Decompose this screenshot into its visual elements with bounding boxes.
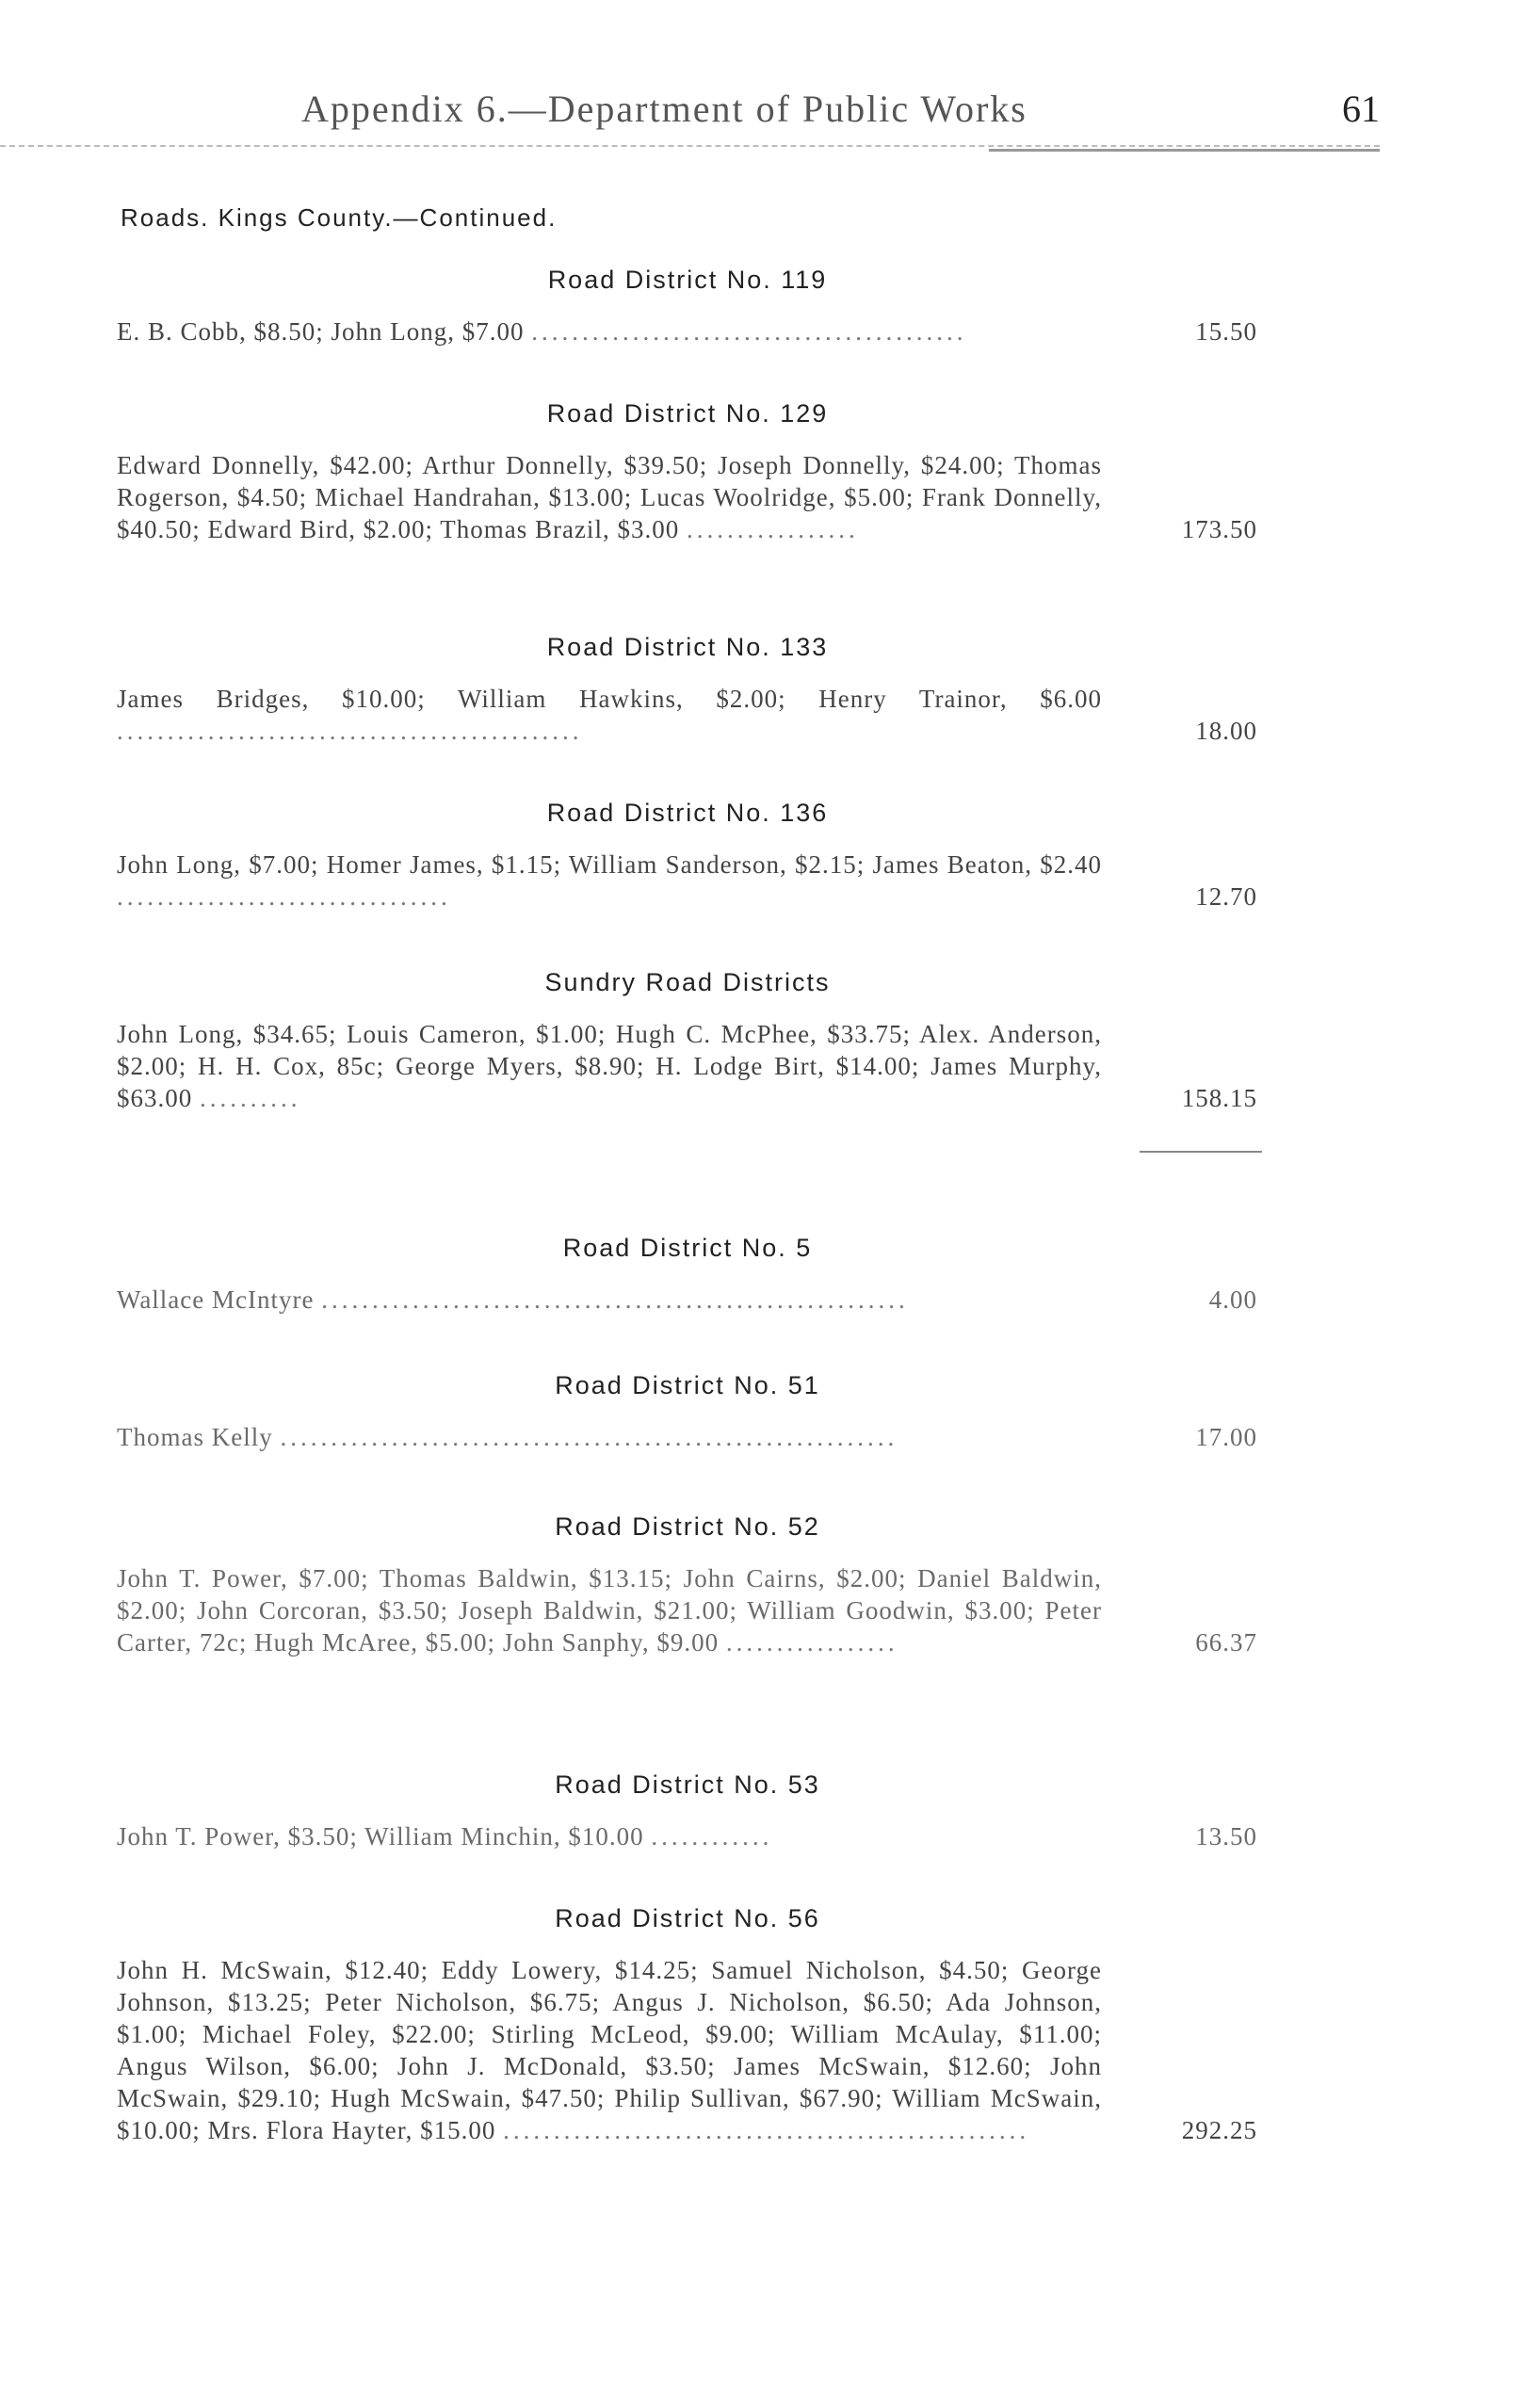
road-district-5 bbox=[0, 1234, 1521, 1316]
section-heading: Road District No. 51 bbox=[555, 1371, 820, 1399]
entry-names: James Bridges, $10.00; William Hawkins, $2.00; Henry Trainor, $6.00 bbox=[117, 685, 1102, 713]
entry bbox=[0, 848, 1521, 913]
dot-leader: .............................................. bbox=[117, 717, 583, 745]
road-district-133 bbox=[0, 633, 1521, 747]
section-subtitle: Roads. Kings County.—Continued. bbox=[121, 203, 558, 232]
entry-names: Edward Donnelly, $42.00; Arthur Donnelly, $39.50; Joseph Donnelly, $24.00; Thomas Rogerson, $4.50; Michael Handrahan, $13.00; Lucas Woolridge, $5.00; Frank Donnelly, $40.50; Edward Bird, $2.00; Thomas Brazil, $3.00 bbox=[117, 451, 1102, 543]
section-heading: Sundry Road Districts bbox=[544, 968, 831, 996]
entry-names: John T. Power, $7.00; Thomas Baldwin, $13.15; John Cairns, $2.00; Daniel Baldwin, $2.00; John Corcoran, $3.50; Joseph Baldwin, $21.00; William Goodwin, $3.00; Peter Carter, 72c; Hugh McAree, $5.00; John Sanphy, $9.00 bbox=[117, 1564, 1102, 1657]
entry-amount: 12.70 bbox=[1195, 882, 1257, 911]
road-district-129 bbox=[0, 399, 1521, 545]
entry-amount: 292.25 bbox=[1181, 2116, 1257, 2144]
entry bbox=[0, 1562, 1521, 1658]
entry-amount: 17.00 bbox=[1195, 1423, 1257, 1451]
page-header bbox=[0, 87, 1521, 143]
entry bbox=[0, 449, 1521, 545]
section-heading: Road District No. 56 bbox=[555, 1904, 820, 1932]
dot-leader: .................................................... bbox=[503, 2116, 1030, 2144]
entry-names: John H. McSwain, $12.40; Eddy Lowery, $14.25; Samuel Nicholson, $4.50; George Johnson, $13.25; Peter Nicholson, $6.75; Angus J. Nicholson, $6.50; Ada Johnson, $1.00; Michael Foley, $22.00; Stirling McLeod, $9.00; William McAulay, $11.00; Angus Wilson, $6.00; John J. McDonald, $3.50; James McSwain, $12.60; John McSwain, $29.10; Hugh McSwain, $47.50; Philip Sullivan, $67.90; William McSwain, $10.00; Mrs. Flora Hayter, $15.00 bbox=[117, 1956, 1102, 2144]
section-heading: Road District No. 5 bbox=[562, 1234, 813, 1262]
dot-leader: ............................................................. bbox=[280, 1423, 898, 1451]
road-district-119 bbox=[0, 266, 1521, 347]
entry-text bbox=[117, 1954, 1102, 2146]
entry-text bbox=[117, 1018, 1102, 1114]
road-district-52 bbox=[0, 1512, 1521, 1658]
entry bbox=[0, 1284, 1521, 1316]
dot-leader: ................. bbox=[725, 1628, 898, 1657]
road-district-136 bbox=[0, 799, 1521, 913]
section-heading: Road District No. 52 bbox=[555, 1512, 820, 1541]
entry-text bbox=[117, 315, 1102, 347]
entry-amount: 173.50 bbox=[1181, 515, 1257, 543]
entry-text bbox=[117, 683, 1102, 747]
entry-names: Thomas Kelly bbox=[117, 1423, 273, 1451]
dot-leader: .......................................................... bbox=[321, 1285, 909, 1314]
section-heading: Road District No. 133 bbox=[546, 633, 829, 661]
section-heading: Road District No. 136 bbox=[546, 799, 829, 827]
section-heading: Road District No. 53 bbox=[555, 1770, 820, 1799]
entry bbox=[0, 315, 1521, 347]
entry-names: John Long, $7.00; Homer James, $1.15; William Sanderson, $2.15; James Beaton, $2.40 bbox=[117, 850, 1102, 879]
entry-amount: 66.37 bbox=[1195, 1628, 1257, 1657]
entry bbox=[0, 1954, 1521, 2146]
dot-leader: ................................. bbox=[117, 882, 451, 911]
subtotal-rule bbox=[1140, 1151, 1262, 1153]
entry bbox=[0, 683, 1521, 747]
entry-text bbox=[117, 449, 1102, 545]
entry-text bbox=[117, 848, 1102, 913]
dot-leader: ........................................... bbox=[531, 317, 967, 346]
page-number: 61 bbox=[1342, 88, 1380, 130]
section-heading: Road District No. 129 bbox=[546, 399, 829, 428]
road-district-51 bbox=[0, 1371, 1521, 1453]
dot-leader: ............ bbox=[651, 1822, 773, 1850]
entry-names: John Long, $34.65; Louis Cameron, $1.00; Hugh C. McPhee, $33.75; Alex. Anderson, $2.00; H. H. Cox, 85c; George Myers, $8.90; H. Lodge Birt, $14.00; James Murphy, $63.00 bbox=[117, 1020, 1102, 1112]
entry-amount: 18.00 bbox=[1195, 717, 1257, 745]
entry-names: Wallace McIntyre bbox=[117, 1285, 315, 1314]
entry-text bbox=[117, 1284, 1102, 1316]
road-district-53 bbox=[0, 1770, 1521, 1852]
header-title: Appendix 6.—Department of Public Works bbox=[301, 88, 1027, 130]
entry-amount: 4.00 bbox=[1208, 1285, 1257, 1314]
entry-names: John T. Power, $3.50; William Minchin, $10.00 bbox=[117, 1822, 644, 1850]
header-rule-solid bbox=[989, 149, 1380, 152]
entry bbox=[0, 1421, 1521, 1453]
road-district-56 bbox=[0, 1904, 1521, 2146]
entry-text bbox=[117, 1421, 1102, 1453]
entry-names: E. B. Cobb, $8.50; John Long, $7.00 bbox=[117, 317, 525, 346]
entry bbox=[0, 1018, 1521, 1114]
header-rule bbox=[0, 145, 1380, 147]
sundry-road-districts bbox=[0, 968, 1521, 1114]
dot-leader: .......... bbox=[200, 1084, 301, 1112]
entry-text bbox=[117, 1820, 1102, 1852]
entry-text bbox=[117, 1562, 1102, 1658]
entry-amount: 15.50 bbox=[1195, 317, 1257, 346]
section-heading: Road District No. 119 bbox=[547, 266, 828, 294]
dot-leader: ................. bbox=[686, 515, 859, 543]
entry-amount: 13.50 bbox=[1195, 1822, 1257, 1850]
entry bbox=[0, 1820, 1521, 1852]
entry-amount: 158.15 bbox=[1181, 1084, 1257, 1112]
